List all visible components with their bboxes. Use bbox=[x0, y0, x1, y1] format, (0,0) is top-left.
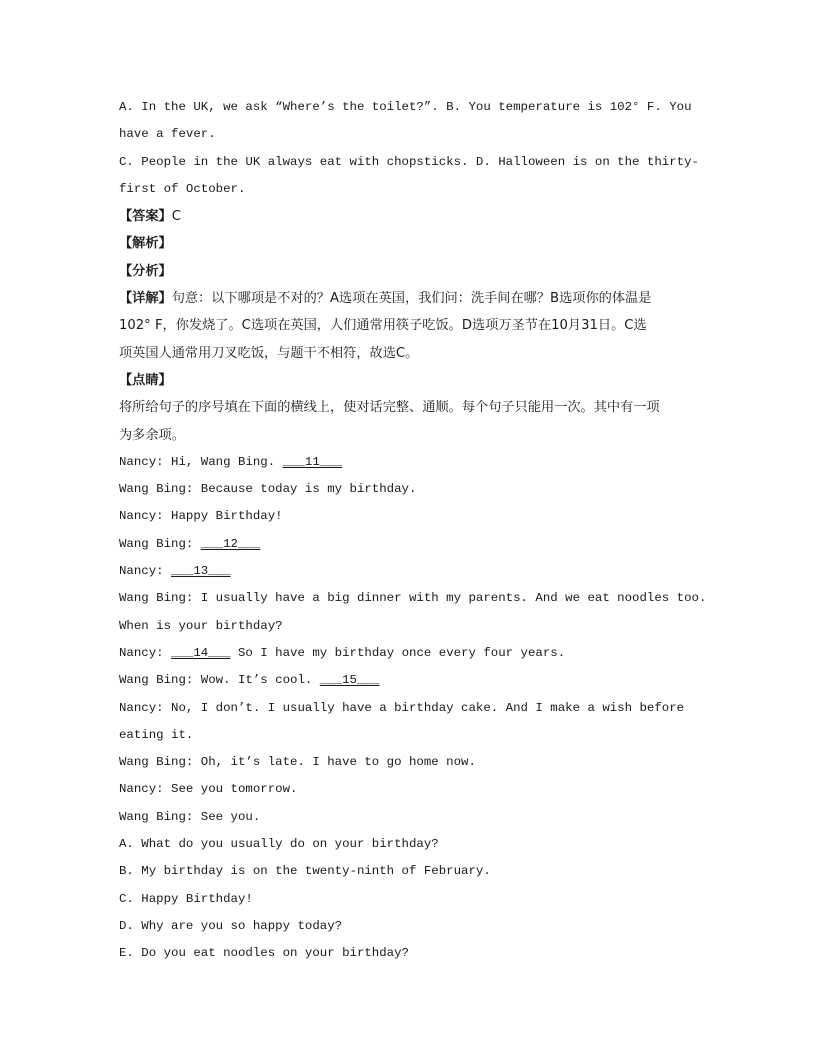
question-options-line: have a fever. bbox=[119, 127, 216, 142]
question-options-line: first of October. bbox=[119, 181, 246, 196]
dianjing-tag: 【点睛】 bbox=[119, 372, 172, 388]
answer-blank: ___13___ bbox=[171, 564, 231, 579]
dialogue-line bbox=[119, 585, 707, 612]
dialogue-text: When is your birthday? bbox=[119, 618, 283, 633]
question-options-line: A. In the UK, we ask “Where’s the toilet?”. B. You temperature is 102° F. You bbox=[119, 100, 692, 114]
dialogue-text: Wang Bing: Wow. It’s cool. bbox=[119, 673, 320, 688]
dialogue-line bbox=[119, 531, 699, 558]
dialogue-text: Wang Bing: Because today is my birthday. bbox=[119, 482, 417, 497]
dialogue-text: So I have my birthday once every four years. bbox=[230, 645, 566, 660]
dialogue-text: Wang Bing: Oh, it’s late. I have to go home now. bbox=[119, 755, 476, 770]
option-e: E. Do you eat noodles on your birthday? bbox=[119, 946, 409, 961]
answer-blank: ___15___ bbox=[319, 673, 380, 688]
option-d: D. Why are you so happy today? bbox=[119, 918, 343, 933]
detail-line bbox=[119, 285, 699, 312]
detail-line: 102° F，你发烧了。C选项在英国，人们通常用筷子吃饭。D选项万圣节在10月31日。C选 bbox=[119, 318, 647, 334]
dialogue-text: Wang Bing: I usually have a big dinner with my parents. And we eat noodles too. bbox=[119, 591, 707, 606]
dialogue-line bbox=[119, 503, 699, 530]
dialogue-line bbox=[119, 776, 699, 803]
dialogue-line bbox=[119, 558, 699, 585]
dialogue-text: eating it. bbox=[119, 727, 194, 742]
answer-blank: ___12___ bbox=[200, 536, 261, 551]
dialogue-line bbox=[119, 667, 699, 694]
answer-tag: 【答案】 bbox=[119, 209, 172, 225]
detail-tag: 【详解】 bbox=[119, 291, 172, 307]
dialogue-line bbox=[119, 749, 699, 776]
instruction-line: 将所给句子的序号填在下面的横线上，使对话完整、通顺。每个句子只能用一次。其中有一项 bbox=[119, 400, 660, 416]
instruction-line: 为多余项。 bbox=[119, 427, 185, 443]
document-page bbox=[119, 94, 707, 968]
dialogue-line bbox=[119, 640, 699, 667]
answer-blank: ___14___ bbox=[171, 645, 231, 660]
option-b: B. My birthday is on the twenty-ninth of February. bbox=[119, 864, 491, 879]
dialogue-text: Wang Bing: bbox=[119, 536, 201, 551]
option-c: C. Happy Birthday! bbox=[119, 891, 253, 906]
dialogue-text: Nancy: No, I don’t. I usually have a birthday cake. And I make a wish before bbox=[119, 700, 685, 715]
answer-blank: ___11___ bbox=[282, 454, 343, 469]
fenxi-tag: 【分析】 bbox=[119, 263, 172, 279]
question-options-line: C. People in the UK always eat with chopsticks. D. Halloween is on the thirty- bbox=[119, 154, 699, 169]
dialogue-text: Nancy: See you tomorrow. bbox=[119, 782, 298, 797]
dialogue-text: Nancy: bbox=[119, 645, 172, 660]
dialogue-text: Nancy: Happy Birthday! bbox=[119, 509, 283, 524]
dialogue-text: Nancy: bbox=[119, 564, 172, 579]
dialogue-text: Wang Bing: See you. bbox=[119, 809, 261, 824]
answer-value: C bbox=[171, 209, 181, 225]
dialogue-line bbox=[119, 613, 699, 640]
dialogue-line bbox=[119, 695, 699, 722]
analysis-tag: 【解析】 bbox=[119, 236, 172, 252]
detail-text: 句意：以下哪项是不对的？A选项在英国，我们问：洗手间在哪？B选项你的体温是 bbox=[171, 291, 652, 307]
dialogue-line bbox=[119, 804, 699, 831]
option-a: A. What do you usually do on your birthday? bbox=[119, 837, 439, 852]
dialogue-line bbox=[119, 722, 699, 749]
dialogue-line bbox=[119, 449, 699, 476]
dialogue-line bbox=[119, 476, 699, 503]
detail-line: 项英国人通常用刀叉吃饭，与题干不相符，故选C。 bbox=[119, 345, 419, 361]
dialogue-text: Nancy: Hi, Wang Bing. bbox=[119, 454, 283, 469]
answer-line bbox=[119, 203, 699, 230]
